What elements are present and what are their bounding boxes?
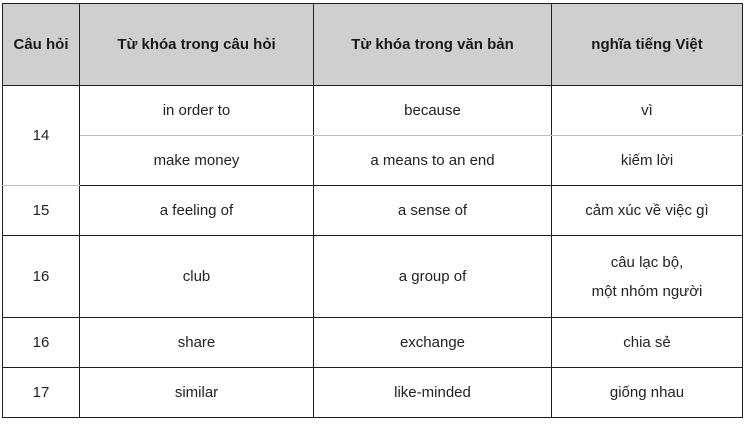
question-number: 17	[3, 368, 80, 418]
meaning-line: một nhóm người	[591, 282, 703, 300]
meaning: vì	[552, 86, 743, 136]
header-keyword-question: Từ khóa trong câu hỏi	[80, 4, 314, 86]
question-number: 14	[3, 86, 80, 186]
meaning-line: câu lạc bộ,	[610, 253, 684, 271]
table-row	[3, 318, 743, 368]
meaning: chia sẻ	[552, 318, 743, 368]
keyword-text: exchange	[314, 318, 552, 368]
keyword-text: because	[314, 86, 552, 136]
keyword-text: a group of	[314, 236, 552, 318]
table-row	[3, 368, 743, 418]
keyword-text: a means to an end	[314, 136, 552, 186]
table-row	[3, 186, 743, 236]
header-keyword-text: Từ khóa trong văn bản	[314, 4, 552, 86]
meaning: giống nhau	[552, 368, 743, 418]
meaning: cảm xúc về việc gì	[552, 186, 743, 236]
keyword-question: club	[80, 236, 314, 318]
meaning	[552, 236, 743, 318]
keyword-question: in order to	[80, 86, 314, 136]
question-number: 16	[3, 236, 80, 318]
header-row	[3, 4, 743, 86]
keyword-question: share	[80, 318, 314, 368]
table-row	[3, 236, 743, 318]
keyword-question: a feeling of	[80, 186, 314, 236]
keyword-table	[2, 3, 743, 418]
keyword-question: similar	[80, 368, 314, 418]
table-row	[3, 86, 743, 136]
header-meaning: nghĩa tiếng Việt	[552, 4, 743, 86]
meaning: kiếm lời	[552, 136, 743, 186]
keyword-question: make money	[80, 136, 314, 186]
question-number: 15	[3, 186, 80, 236]
table-row	[3, 136, 743, 186]
keyword-text: a sense of	[314, 186, 552, 236]
header-question: Câu hỏi	[3, 4, 80, 86]
question-number: 16	[3, 318, 80, 368]
keyword-text: like-minded	[314, 368, 552, 418]
